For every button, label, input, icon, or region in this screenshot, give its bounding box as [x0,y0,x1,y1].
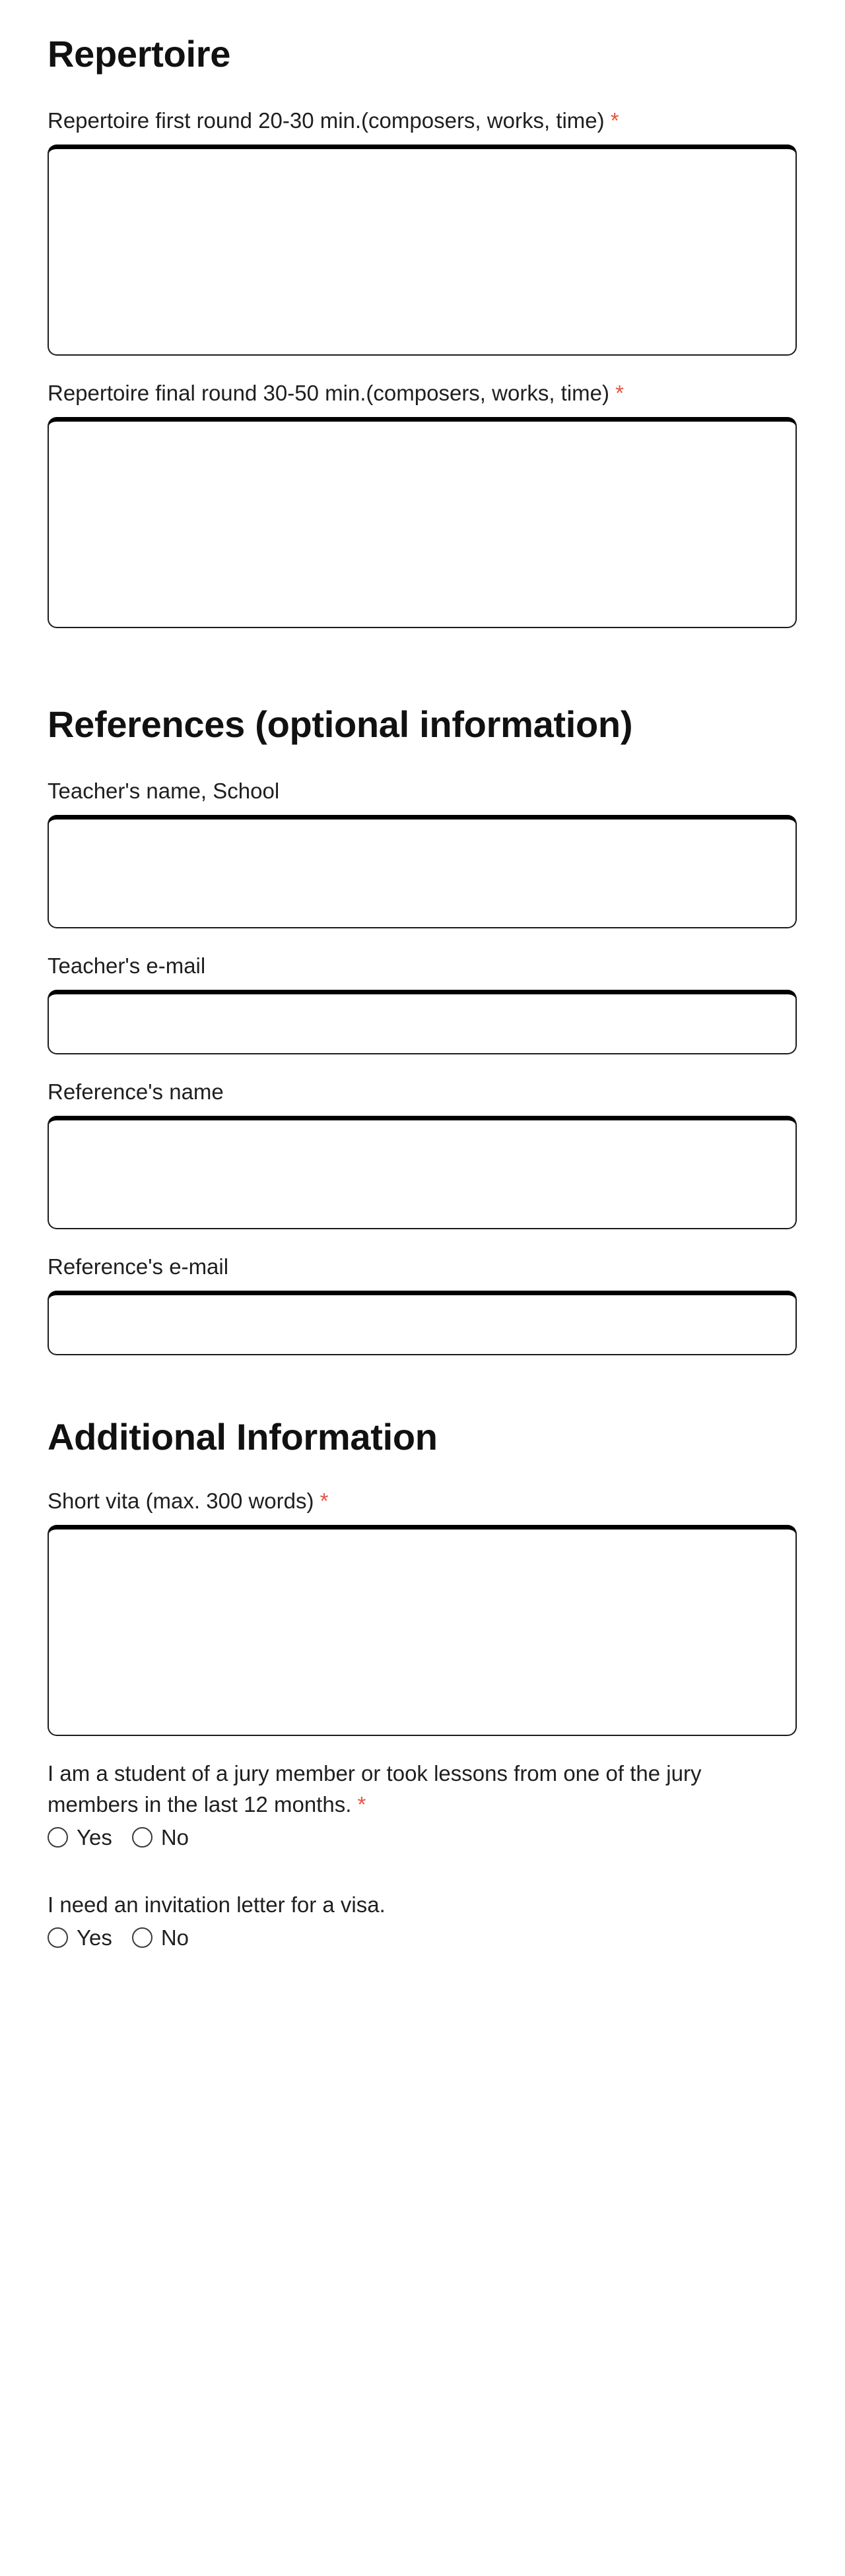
field-invitation-letter-visa [48,1890,797,1950]
required-marker: * [320,1489,329,1514]
input-reference-email[interactable] [48,1291,797,1355]
label-reference-email: Reference's e-mail [48,1254,229,1279]
label-repertoire-first-round [48,106,797,137]
required-marker: * [615,381,625,406]
input-teacher-email[interactable] [48,990,797,1054]
page-title-repertoire: Repertoire [48,33,231,75]
page-title-additional-information: Additional Information [48,1415,438,1458]
field-spacer [48,1873,797,1890]
field-short-vita [48,1486,797,1736]
input-short-vita[interactable] [48,1525,797,1736]
radio-jury-member-student-yes[interactable] [48,1824,112,1851]
radio-label: Yes [77,1824,112,1850]
input-repertoire-final-round[interactable] [48,417,797,628]
field-teacher-email [48,951,797,1054]
label-teacher-name-school: Teacher's name, School [48,779,280,804]
page-title-references: References (optional information) [48,703,633,746]
label-jury-member-student [48,1758,797,1820]
input-repertoire-first-round[interactable] [48,145,797,356]
radio-circle-icon[interactable] [132,1927,152,1948]
field-repertoire-final-round [48,378,797,628]
radio-label: No [160,1925,189,1950]
radio-label: No [160,1824,189,1850]
label-text: Repertoire final round 30-50 min.(composers, works, time) [48,381,609,406]
section-spacer [48,1378,797,1415]
required-marker: * [357,1791,366,1817]
radio-circle-icon[interactable] [132,1827,152,1848]
input-reference-name[interactable] [48,1116,797,1229]
label-text: I am a student of a jury member or took lessons from one of the jury members in the last 12 months. [48,1760,702,1817]
radio-group-invitation-letter-visa [48,1925,797,1951]
label-repertoire-final-round [48,378,797,409]
required-marker: * [610,108,619,133]
label-short-vita [48,1486,797,1517]
field-jury-member-student [48,1758,797,1850]
field-teacher-name-school [48,776,797,928]
section-additional-information [48,1415,797,1951]
field-reference-email [48,1252,797,1355]
label-reference-name: Reference's name [48,1079,224,1105]
radio-circle-icon[interactable] [48,1927,68,1948]
section-spacer [48,651,797,702]
label-text: Short vita (max. 300 words) [48,1489,314,1514]
section-repertoire [48,32,797,628]
radio-circle-icon[interactable] [48,1827,68,1848]
field-reference-name [48,1077,797,1229]
radio-label: Yes [77,1925,112,1950]
radio-group-jury-member-student [48,1824,797,1851]
radio-invitation-letter-visa-no[interactable] [132,1925,189,1951]
field-repertoire-first-round [48,106,797,356]
input-teacher-name-school[interactable] [48,815,797,928]
radio-invitation-letter-visa-yes[interactable] [48,1925,112,1951]
section-references [48,702,797,1355]
label-text: Repertoire first round 20-30 min.(composers, works, time) [48,108,605,133]
label-invitation-letter-visa: I need an invitation letter for a visa. [48,1892,386,1917]
label-teacher-email: Teacher's e-mail [48,953,206,979]
radio-jury-member-student-no[interactable] [132,1824,189,1851]
